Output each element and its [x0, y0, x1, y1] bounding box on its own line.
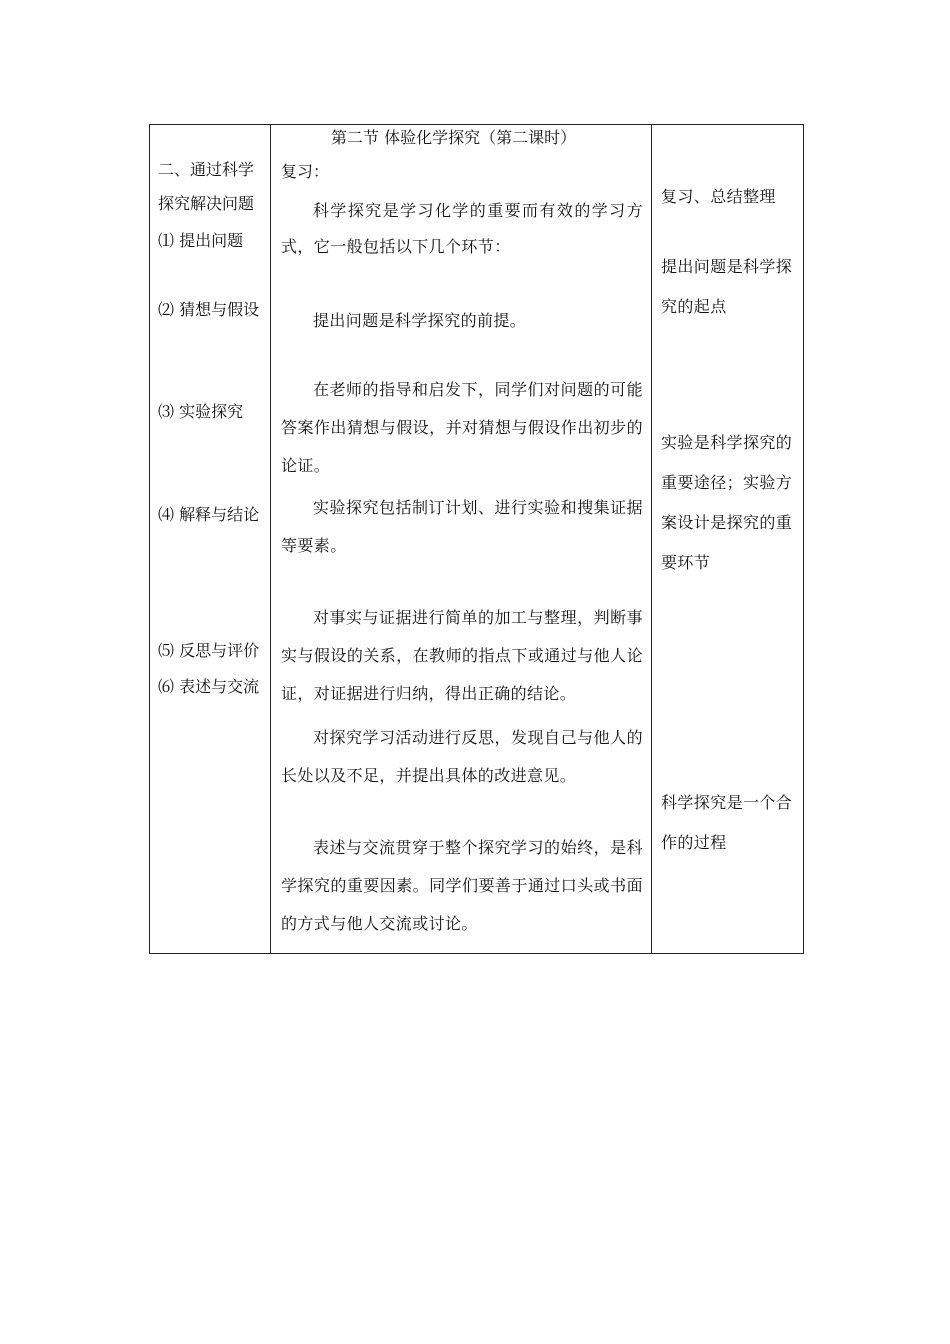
left-column: [150, 125, 271, 953]
section-title-line1: 二、通过科学: [158, 160, 255, 179]
step-experiment: ⑶ 实验探究: [158, 402, 244, 421]
section-title-line2: 探究解决问题: [158, 194, 255, 213]
middle-column: [271, 125, 652, 953]
step-conclusion: ⑷ 解释与结论: [158, 505, 260, 524]
step-raise-question: ⑴ 提出问题: [158, 231, 244, 250]
para-intro: 科学探究是学习化学的重要而有效的学习方式，它一般包括以下几个环节：: [281, 201, 643, 256]
para-experiment: 实验探究包括制订计划、进行实验和搜集证据等要素。: [281, 498, 643, 555]
step-communication: ⑹ 表述与交流: [158, 677, 260, 696]
review-label: 复习：: [281, 162, 330, 181]
step-hypothesis: ⑵ 猜想与假设: [158, 300, 260, 319]
note-cooperation: 科学探究是一个合作的过程: [661, 793, 793, 852]
para-hypothesis: 在老师的指导和启发下，同学们对问题的可能答案作出猜想与假设，并对猜想与假设作出初步的论证。: [281, 380, 643, 475]
note-experiment: 实验是科学探究的重要途径；实验方案设计是探究的重要环节: [661, 433, 793, 572]
note-review: 复习、总结整理: [661, 187, 776, 206]
lesson-heading: 第二节 体验化学探究（第二课时）: [331, 128, 577, 147]
para-conclusion: 对事实与证据进行简单的加工与整理，判断事实与假设的关系，在教师的指点下或通过与他人论证，对证据进行归纳，得出正确的结论。: [281, 608, 643, 703]
right-column: [652, 125, 803, 953]
para-communication: 表述与交流贯穿于整个探究学习的始终，是科学探究的重要因素。同学们要善于通过口头或书面的方式与他人交流或讨论。: [281, 838, 643, 933]
step-reflection: ⑸ 反思与评价: [158, 641, 260, 660]
lesson-plan-table: [149, 124, 804, 954]
para-reflection: 对探究学习活动进行反思，发现自己与他人的长处以及不足，并提出具体的改进意见。: [281, 728, 643, 785]
note-question: 提出问题是科学探究的起点: [661, 257, 793, 316]
para-question: 提出问题是科学探究的前提。: [313, 311, 527, 330]
